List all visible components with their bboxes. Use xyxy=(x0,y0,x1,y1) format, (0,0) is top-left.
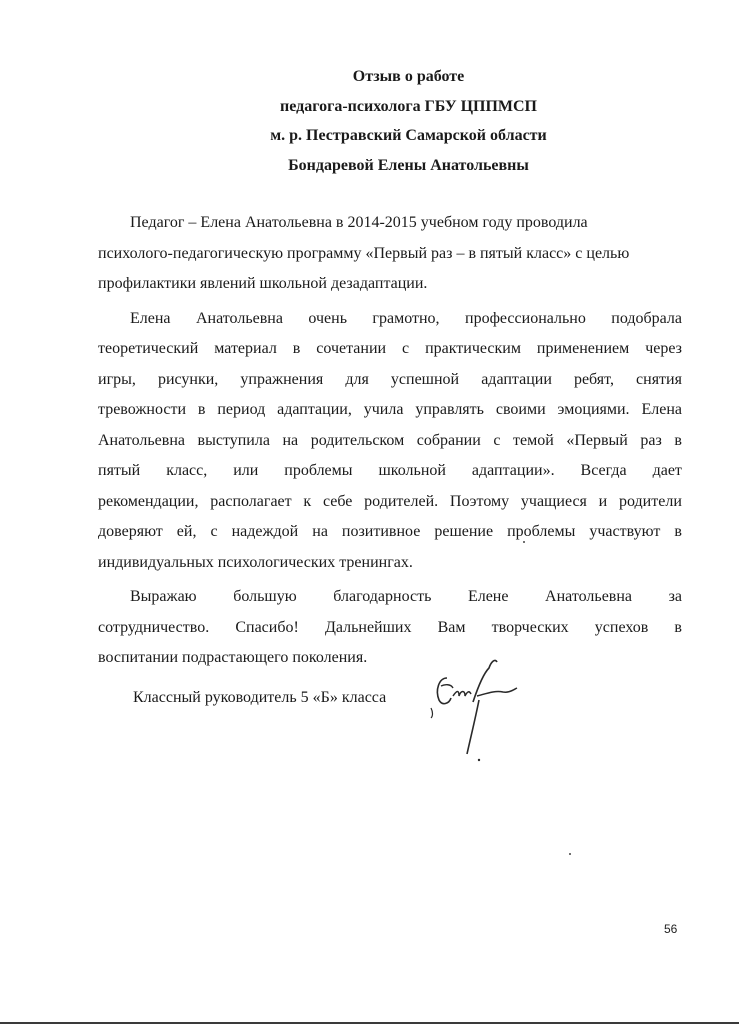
paragraph-2 xyxy=(98,304,682,579)
paragraph-2-line: Анатольевна выступила на родительском собрании с темой «Первый раз в xyxy=(98,431,682,449)
paragraph-2-line: индивидуальных психологических тренингах. xyxy=(98,553,413,571)
paragraph-1 xyxy=(98,208,682,300)
header-position: педагога-психолога ГБУ ЦППМСП xyxy=(280,97,537,115)
document-header xyxy=(0,62,739,180)
signature-label: Классный руководитель 5 «Б» класса xyxy=(133,689,387,706)
paragraph-3-line: Выражаю большую благодарность Елене Анатольевна за xyxy=(130,588,682,605)
paragraph-2-line: рекомендации, располагает к себе родителей. Поэтому учащиеся и родители xyxy=(98,492,682,510)
document-body xyxy=(98,208,682,678)
paragraph-3-line: сотрудничество. Спасибо! Дальнейших Вам творческих успехов в xyxy=(98,618,682,636)
paragraph-2-line: Елена Анатольевна очень грамотно, профессионально подобрала xyxy=(130,309,682,327)
paragraph-3 xyxy=(98,582,682,674)
paragraph-3-line: воспитании подрастающего поколения. xyxy=(98,649,368,666)
handwritten-signature xyxy=(425,650,525,770)
header-person-name: Бондаревой Елены Анатольевны xyxy=(288,156,529,174)
header-location: м. р. Пестравский Самарской области xyxy=(270,127,547,144)
page-number: 56 xyxy=(664,922,678,936)
paragraph-2-line: тревожности в период адаптации, учила управлять своими эмоциями. Елена xyxy=(98,401,682,418)
header-title: Отзыв о работе xyxy=(352,68,465,85)
paragraph-2-line: пятый класс, или проблемы школьной адаптации». Всегда дает xyxy=(98,462,682,479)
bottom-rule xyxy=(0,1022,739,1024)
scan-speck xyxy=(569,853,571,855)
paragraph-2-line: доверяют ей, с надеждой на позитивное решение проблемы участвуют в xyxy=(98,523,682,540)
scan-speck xyxy=(523,541,525,543)
paragraph-2-line: игры, рисунки, упражнения для успешной адаптации ребят, снятия xyxy=(98,370,682,388)
paragraph-1-line: Педагог – Елена Анатольевна в 2014-2015 учебном году проводила xyxy=(130,214,588,231)
paragraph-2-line: теоретический материал в сочетании с практическим применением через xyxy=(98,340,682,357)
paragraph-1-line: профилактики явлений школьной дезадаптации. xyxy=(98,275,428,292)
paragraph-1-line: психолого-педагогическую программу «Первый раз – в пятый класс» с целью xyxy=(98,244,630,262)
